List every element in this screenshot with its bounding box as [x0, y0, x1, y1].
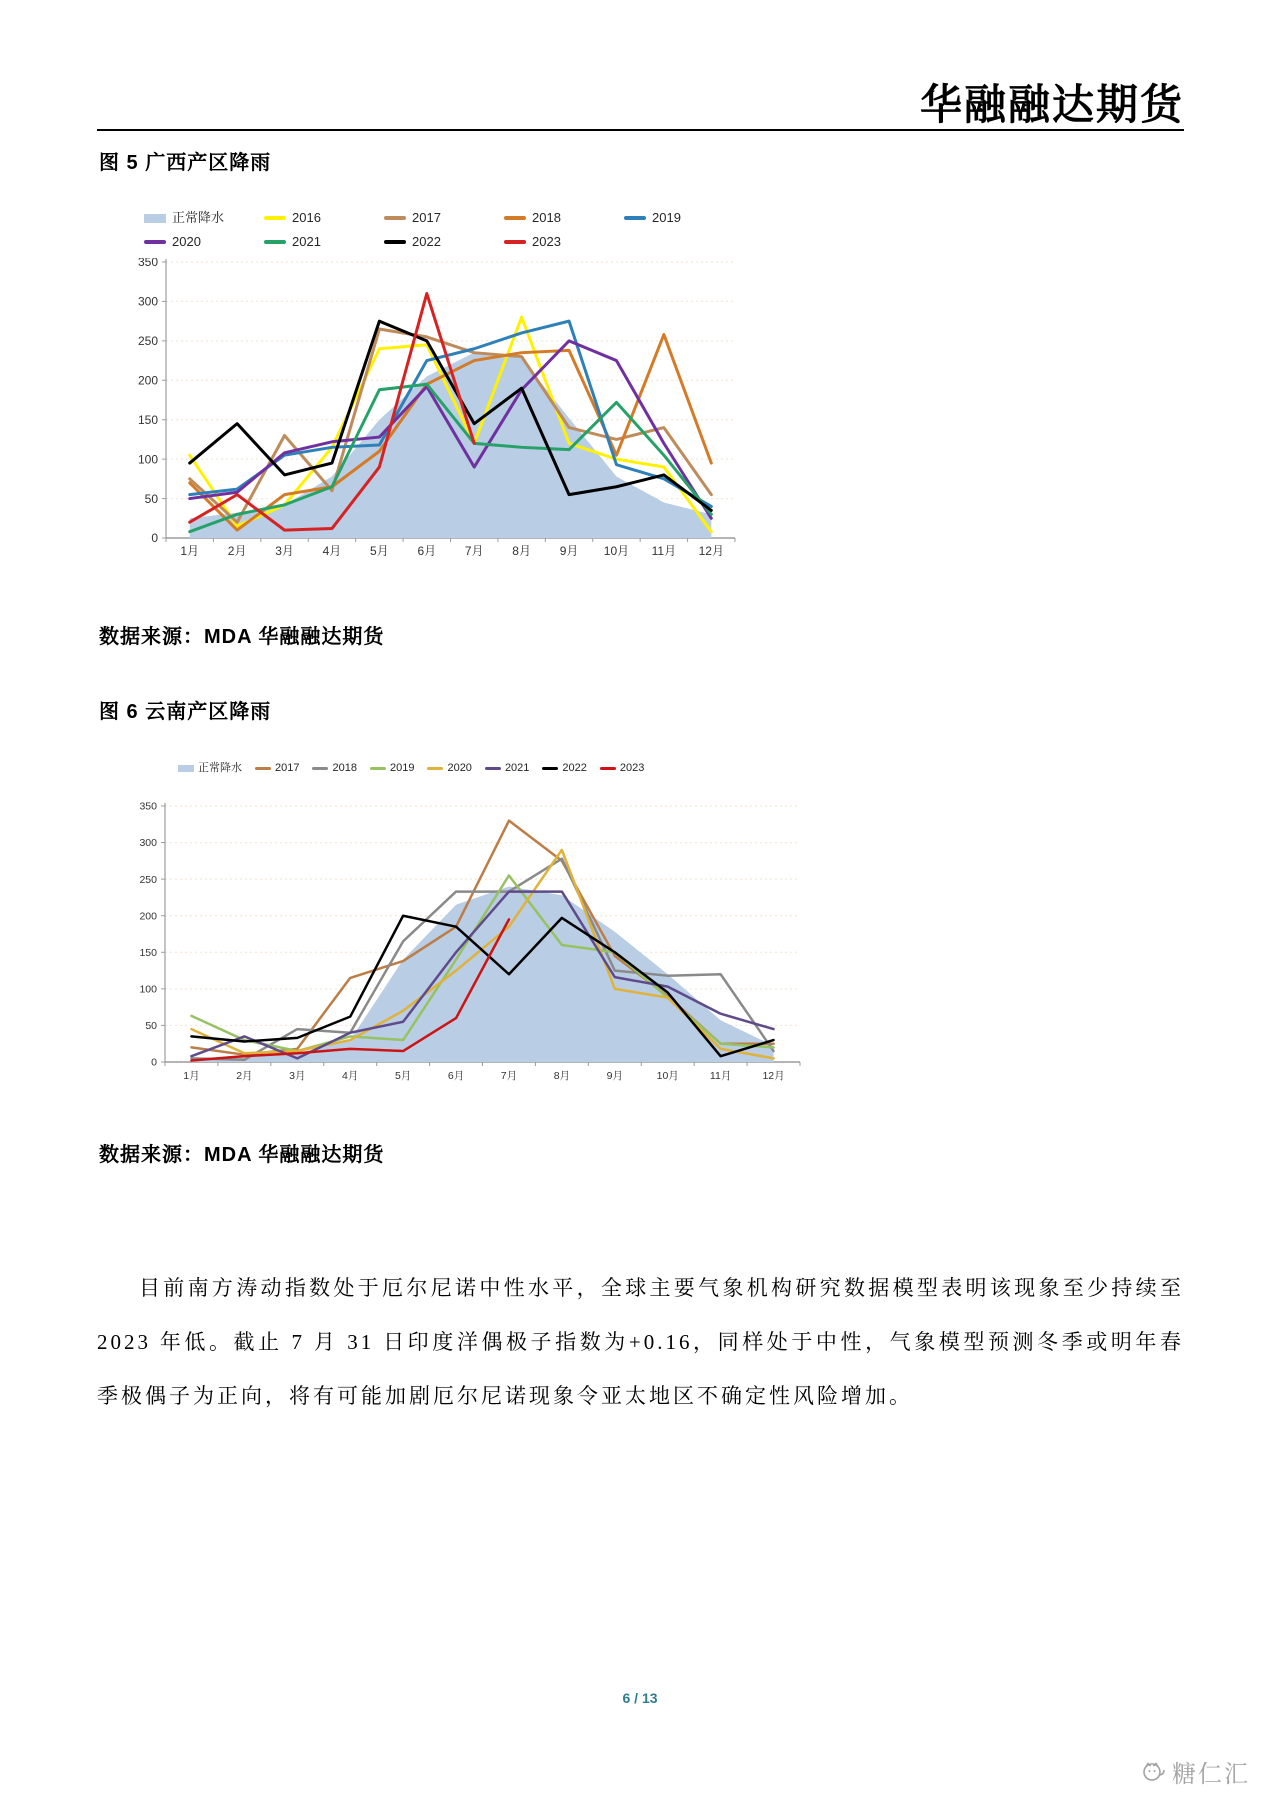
body-paragraph: 目前南方涛动指数处于厄尔尼诺中性水平，全球主要气象机构研究数据模型表明该现象至少持续至 2023 年低。截止 7 月 31 日印度洋偶极子指数为+0.16，同样处于中性，气象模型预测冬季或明年春季极偶子为正向，将有可能加剧厄尔尼诺现象令亚太地区不确定性风险增加。 [97, 1276, 1184, 1408]
legend-label: 2018 [532, 210, 561, 225]
legend-label: 2020 [172, 234, 201, 249]
header-divider [97, 129, 1184, 131]
x-tick-label: 2月 [236, 1070, 253, 1082]
legend-line-swatch [542, 767, 558, 770]
y-tick-label: 100 [137, 452, 158, 467]
x-tick-label: 9月 [559, 544, 579, 558]
x-tick-label: 11月 [709, 1070, 732, 1082]
legend-label: 2017 [412, 210, 441, 225]
y-tick-label: 350 [137, 258, 158, 270]
y-tick-label: 0 [151, 1056, 157, 1069]
legend-line-swatch [264, 216, 286, 220]
x-tick-label: 6月 [417, 544, 437, 558]
x-tick-label: 1月 [183, 1070, 200, 1082]
y-tick-label: 50 [145, 1020, 157, 1033]
legend-line-swatch [624, 216, 646, 220]
legend-label: 2022 [412, 234, 441, 249]
legend-line-swatch [427, 767, 443, 770]
x-tick-label: 12月 [762, 1070, 785, 1082]
x-tick-label: 12月 [698, 544, 724, 558]
figure6-source: 数据来源：MDA 华融融达期货 [99, 1144, 385, 1166]
chart-canvas [108, 258, 763, 576]
x-tick-label: 7月 [500, 1070, 518, 1082]
x-tick-label: 10月 [656, 1070, 679, 1082]
y-tick-label: 250 [137, 334, 158, 349]
legend-item [144, 206, 264, 230]
legend-label: 2021 [504, 762, 530, 774]
y-tick-label: 200 [139, 910, 157, 923]
legend-label: 2023 [619, 762, 645, 774]
figure6-caption: 图 6 云南产区降雨 [99, 701, 272, 723]
y-tick-label: 250 [139, 873, 157, 886]
legend-item [384, 206, 504, 230]
legend-label: 2021 [292, 234, 321, 249]
y-tick-label: 300 [139, 837, 157, 850]
legend-line-swatch [485, 767, 501, 770]
legend-item [312, 758, 356, 778]
legend-area-swatch [144, 214, 166, 223]
legend-label: 2020 [447, 762, 472, 774]
legend-label: 2023 [532, 234, 561, 249]
chart-canvas [100, 778, 815, 1138]
legend-item [370, 758, 414, 778]
x-tick-label: 4月 [342, 1070, 359, 1082]
x-tick-label: 9月 [606, 1070, 623, 1082]
figure5-chart [108, 198, 763, 578]
x-tick-label: 4月 [322, 544, 342, 558]
legend-line-swatch [144, 240, 166, 244]
watermark [1140, 1754, 1250, 1789]
legend-line-swatch [384, 216, 406, 220]
page-number: 6 / 13 [622, 1690, 658, 1706]
legend-item [264, 206, 384, 230]
y-tick-label: 150 [139, 946, 157, 959]
legend-item [624, 206, 744, 230]
legend-label: 2019 [389, 762, 415, 774]
legend-label: 2017 [275, 762, 300, 774]
y-tick-label: 50 [144, 491, 158, 506]
x-tick-label: 11月 [651, 544, 677, 558]
x-tick-label: 3月 [275, 544, 294, 558]
legend-item [255, 758, 299, 778]
x-tick-label: 1月 [180, 544, 200, 558]
x-tick-label: 3月 [289, 1070, 306, 1082]
figure6-chart [100, 752, 815, 1144]
x-tick-label: 7月 [464, 544, 484, 558]
y-tick-label: 100 [139, 983, 157, 996]
company-header-title: 华融融达期货 [919, 83, 1184, 129]
legend-line-swatch [600, 767, 616, 770]
legend-item [384, 230, 504, 254]
legend-item [485, 758, 529, 778]
x-tick-label: 2月 [227, 544, 247, 558]
legend-line-swatch [312, 767, 328, 770]
legend-item [178, 758, 242, 778]
legend-line-swatch [264, 240, 286, 244]
legend-item [542, 758, 586, 778]
y-tick-label: 350 [139, 800, 157, 813]
x-tick-label: 8月 [553, 1070, 571, 1082]
legend-area-swatch [178, 765, 194, 772]
x-tick-label: 8月 [512, 544, 531, 558]
legend-item [504, 206, 624, 230]
legend-line-swatch [384, 240, 406, 244]
legend-line-swatch [255, 767, 271, 770]
tangrenhui-logo-icon [1140, 1759, 1166, 1785]
legend-line-swatch [370, 767, 386, 770]
legend-item [264, 230, 384, 254]
legend-item [427, 758, 471, 778]
y-tick-label: 0 [151, 531, 158, 546]
chart-legend [100, 752, 815, 778]
x-tick-label: 5月 [370, 544, 389, 558]
legend-label: 2018 [332, 762, 357, 774]
legend-item [600, 758, 644, 778]
legend-label: 2022 [562, 762, 587, 774]
y-tick-label: 150 [137, 412, 158, 427]
x-tick-label: 5月 [394, 1070, 412, 1082]
legend-item [504, 230, 624, 254]
legend-label: 2019 [652, 210, 681, 225]
figure5-source: 数据来源：MDA 华融融达期货 [99, 626, 385, 648]
x-tick-label: 10月 [603, 544, 630, 558]
legend-label: 正常降水 [198, 762, 242, 774]
chart-legend [108, 198, 763, 258]
x-tick-label: 6月 [447, 1070, 465, 1082]
legend-item [144, 230, 264, 254]
legend-label: 2016 [292, 210, 321, 225]
legend-label: 正常降水 [172, 210, 225, 225]
y-tick-label: 300 [137, 294, 158, 309]
legend-line-swatch [504, 240, 526, 244]
watermark-text: 糖仁汇 [1172, 1761, 1250, 1788]
figure5-caption: 图 5 广西产区降雨 [99, 152, 272, 174]
legend-line-swatch [504, 216, 526, 220]
y-tick-label: 200 [137, 373, 158, 388]
